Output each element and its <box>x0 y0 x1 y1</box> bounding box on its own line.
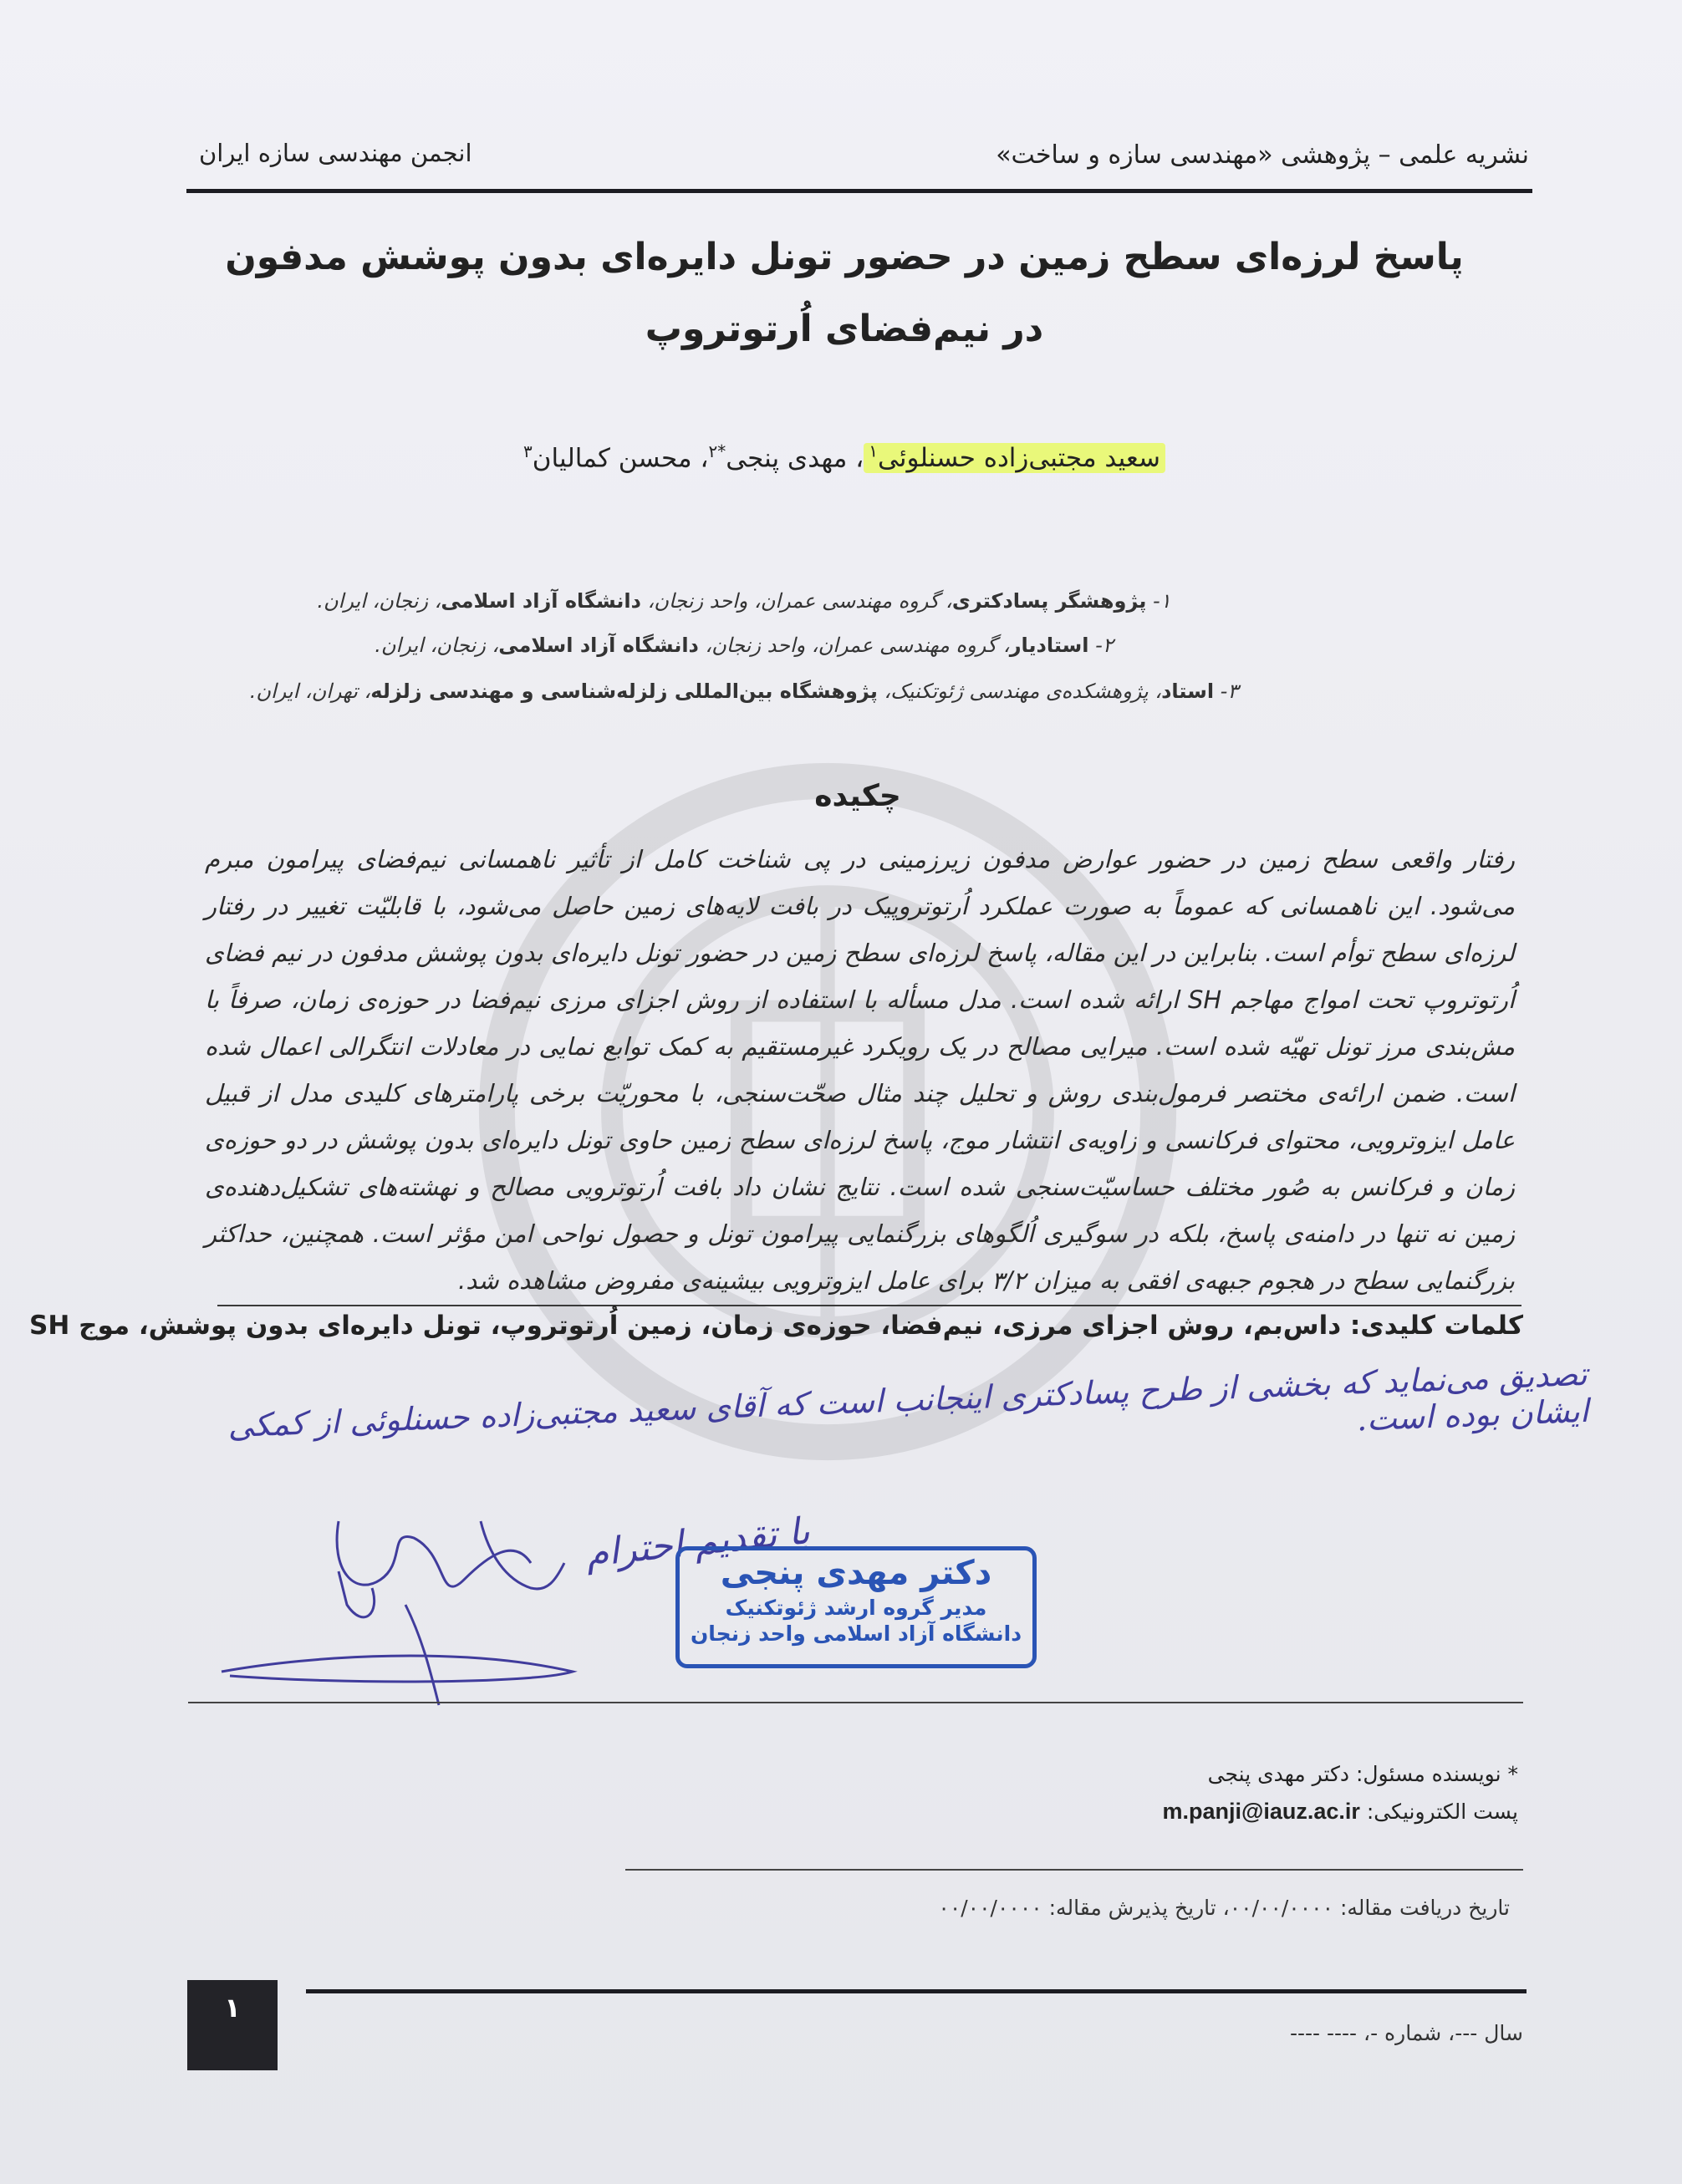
handwritten-note: تصدیق می‌نماید که بخشی از طرح پسادکتری اینجانب است که آقای سعید مجتبی‌زاده حسنلوئی از کمکی ایشان بوده است. <box>227 1355 1590 1445</box>
journal-name: نشریه علمی – پژوهشی «مهندسی سازه و ساخت» <box>996 140 1529 170</box>
author-3: محسن کمالیان <box>532 443 692 474</box>
page-number: ۱ <box>224 1992 241 2024</box>
society-name: انجمن مهندسی سازه ایران <box>199 139 472 167</box>
keywords: کلمات کلیدی: داس‌بم، روش اجزای مرزی، نیم‌فضا، حوزه‌ی زمان، زمین اُرتوتروپ، تونل دایره‌ای بدون پوشش، موج SH <box>29 1311 1523 1341</box>
stamp-name: دکتر مهدی پنجی <box>720 1554 992 1592</box>
dates-divider <box>625 1869 1523 1871</box>
footer-divider <box>306 1989 1527 1993</box>
abstract-divider <box>217 1305 1521 1306</box>
section-divider <box>188 1702 1523 1703</box>
abstract-body: رفتار واقعی سطح زمین در حضور عوارض مدفون زیرزمینی در پی شناخت کامل از تأثیر ناهمسانی نیم‌فضای پیرامون مبرم می‌شود. این ناهمسانی که عموماً به صورت عملکرد اُرتوتروپیک در بافت لایه‌های زمین حاصل می‌شود، با قابلیّت تغییر در رفتار لرزه‌ای سطح توأم است. بنابراین در این مقاله، پاسخ لرزه‌ای سطح زمین در حضور تونل دایره‌ای بدون پوشش مدفون در نیم فضای اُرتوتروپ تحت امواج مهاجم SH ارائه شده است. مدل مسأله با استفاده از روش اجزای مرزی نیم‌فضا در حوزه‌ی زمان، صرفاً با مش‌بندی مرز تونل تهیّه شده است. میرایی مصالح در یک رویکرد غیرمستقیم به کمک توابع نمایی در معادلات انتگرالی اعمال شده است. ضمن ارائه‌ی مختصر فرمول‌بندی روش و تحلیل چند مثال صحّت‌سنجی، با محوریّت برخی پارامترهای کلیدی مدل از قبیل عامل ایزوترویی، محتوای فرکانسی و زاویه‌ی انتشار موج، پاسخ لرزه‌ای سطح زمین حاوی تونل دایره‌ای بدون پوشش در دو حوزه‌ی زمان و فرکانس به صُور مختلف حساسیّت‌سنجی شده است. نتایج نشان داد بافت اُرتوترویی مصالح و نهشته‌های تشکیل‌دهنده‌ی زمین نه تنها در دامنه‌ی پاسخ، بلکه در سوگیری اُلگوهای بزرگنمایی پیرامون تونل و حصول نواحی امن مؤثر است. همچنین، حداکثر بزرگنمایی سطح در هجوم جبهه‌ی افقی به میزان ۳/۲ برای عامل ایزوترویی بیشینه‌ی مفروض مشاهده شد. <box>205 845 1515 1295</box>
paper-title-line2: در نیم‌فضای اُرتوتروپ <box>645 308 1044 350</box>
affiliation-3: ۳- استاد، پژوهشکده‌ی مهندسی ژئوتکنیک، پژوهشگاه بین‌المللی زلزله‌شناسی و مهندسی زلزله، تهران، ایران. <box>249 680 1239 703</box>
corresponding-author: * نویسنده مسئول: دکتر مهدی پنجی <box>1207 1762 1518 1786</box>
email-link[interactable]: m.panji@iauz.ac.ir <box>1162 1799 1360 1824</box>
stamp-role: مدیر گروه ارشد ژئوتکنیک <box>725 1596 987 1620</box>
page-number-box <box>187 1980 278 2070</box>
affiliation-2: ۲- استادیار، گروه مهندسی عمران، واحد زنجان، دانشگاه آزاد اسلامی، زنجان، ایران. <box>375 634 1114 657</box>
abstract-heading: چکیده <box>814 779 901 813</box>
stamp-university: دانشگاه آزاد اسلامی واحد زنجان <box>690 1621 1022 1646</box>
submission-dates: تاریخ دریافت مقاله: ۰۰/۰۰/۰۰۰۰، تاریخ پذیرش مقاله: ۰۰/۰۰/۰۰۰۰ <box>938 1896 1510 1920</box>
handwritten-closing: با تقدیم احترام <box>584 1509 813 1576</box>
signature-icon <box>213 1504 598 1713</box>
header-divider <box>186 189 1532 193</box>
author-2: مهدی پنجی <box>726 443 848 474</box>
paper-title-line1: پاسخ لرزه‌ای سطح زمین در حضور تونل دایره‌ای بدون پوشش مدفون <box>225 236 1464 278</box>
affiliation-1: ۱- پژوهشگر پسادکتری، گروه مهندسی عمران، واحد زنجان، دانشگاه آزاد اسلامی، زنجان، ایران. <box>317 589 1171 613</box>
author-list: سعید مجتبی‌زاده حسنلوئی$^۱$، مهدی پنجی$^{*۲}$، محسن کمالیان$^۳$ <box>201 441 1488 473</box>
email-line: پست الکترونیکی: m.panji@iauz.ac.ir <box>1162 1799 1518 1824</box>
official-stamp <box>675 1546 1037 1668</box>
author-1-highlighted: سعید مجتبی‌زاده حسنلوئی$^۱$ <box>864 443 1165 473</box>
issue-info: سال ---، شماره -، ---- ---- <box>1289 2021 1523 2045</box>
